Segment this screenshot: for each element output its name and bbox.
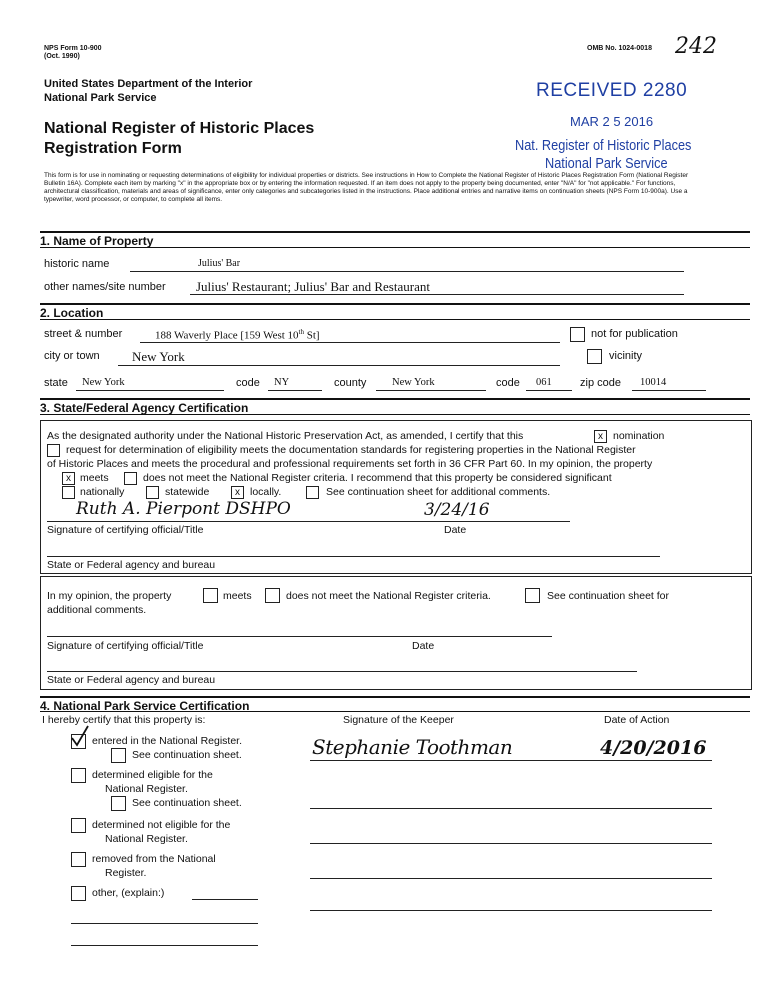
omb-number: OMB No. 1024-0018 — [587, 45, 652, 52]
date-label-2: Date — [412, 640, 435, 652]
code-field[interactable]: NY — [274, 377, 290, 388]
certify-text-2: request for determination of eligibility meets the documentation standards for registering properties in the National Register — [66, 444, 636, 456]
signature-label: Signature of certifying official/Title — [47, 524, 204, 536]
nomination-label: nomination — [613, 430, 665, 442]
does-not-meet-checkbox[interactable] — [124, 472, 137, 485]
nomination-checkbox[interactable]: x — [594, 430, 607, 443]
register-stamp: Nat. Register of Historic Places — [515, 137, 692, 154]
divider — [40, 247, 750, 248]
signature-line-2 — [47, 636, 552, 637]
not-for-publication-checkbox[interactable] — [570, 327, 585, 342]
divider — [40, 414, 750, 415]
eligible-continuation-label: See continuation sheet. — [132, 797, 242, 809]
nationally-checkbox[interactable] — [62, 486, 75, 499]
other-names-field[interactable]: Julius' Restaurant; Julius' Bar and Restaurant — [196, 279, 430, 294]
removed-checkbox[interactable] — [71, 852, 86, 867]
keeper-line-5 — [310, 910, 712, 911]
determined-eligible-checkbox[interactable] — [71, 768, 86, 783]
determined-eligible-label: determined eligible for the — [92, 769, 213, 781]
action-date-handwritten: 4/20/2016 — [600, 737, 707, 759]
handwritten-ref-number: 242 — [675, 34, 717, 59]
signature-label-2: Signature of certifying official/Title — [47, 640, 204, 652]
zip-field[interactable]: 10014 — [640, 377, 667, 388]
meets-label: meets — [80, 472, 109, 484]
section-1-heading: 1. Name of Property — [40, 231, 750, 248]
keeper-line-3 — [310, 843, 712, 844]
certify-text-3: of Historic Places and meets the procedural and professional requirements set forth in 36 CFR Part 60. In my opinion, the property — [47, 458, 653, 470]
divider — [40, 711, 750, 712]
date-label: Date — [444, 524, 467, 536]
does-not-meet-label: does not meet the National Register criteria. I recommend that this property be considered significant — [143, 472, 612, 484]
other-checkbox[interactable] — [71, 886, 86, 901]
divider — [40, 319, 750, 320]
street-label: street & number — [44, 328, 123, 340]
state-field[interactable]: New York — [82, 377, 125, 388]
entered-label: entered in the National Register. — [92, 735, 243, 747]
opinion-meets-label: meets — [223, 590, 252, 602]
other-explain-line[interactable] — [192, 899, 258, 900]
locally-checkbox[interactable]: x — [231, 486, 244, 499]
county-label: county — [334, 377, 367, 389]
section-3-heading: 3. State/Federal Agency Certification — [40, 398, 750, 415]
instructions-text: This form is for use in nominating or requesting determinations of eligibility for individual properties or districts. See instructions in How to Complete the National Register of Historic Places Registration Form (National Register Bulletin 16A). Complete each item by marking "x" in the appropriate box or by entering the information requested. If an item does not apply to the property being documented, enter "N/A" for "not applicable." For functions, architectural classification, materials and areas of significance, enter only categories and subcategories listed in the instructions. Place additional entries and narrative items on continuation sheets (NPS Form 10-900a). Use a typewriter, word processor, or computer, to complete all items. — [44, 172, 689, 203]
county-code-label: code — [496, 377, 520, 389]
vicinity-checkbox[interactable] — [587, 349, 602, 364]
not-for-publication-label: not for publication — [591, 328, 678, 340]
certify-text-1: As the designated authority under the National Historic Preservation Act, as amended, I certify that this — [47, 430, 524, 442]
statewide-checkbox[interactable] — [146, 486, 159, 499]
keeper-signature-label: Signature of the Keeper — [343, 714, 454, 726]
park-service-stamp: National Park Service — [545, 155, 668, 172]
entered-continuation-label: See continuation sheet. — [132, 749, 242, 761]
determined-not-eligible-label: determined not eligible for the — [92, 819, 231, 831]
form-date: (Oct. 1990) — [44, 53, 80, 60]
zip-line — [632, 390, 706, 391]
code-line — [268, 390, 322, 391]
agency-label: State or Federal agency and bureau — [47, 559, 216, 571]
county-field[interactable]: New York — [392, 377, 435, 388]
agency-line-2 — [47, 671, 637, 672]
keeper-signature: Stephanie Toothman — [312, 735, 513, 759]
received-date-stamp: MAR 2 5 2016 — [570, 114, 654, 129]
opinion-continuation-checkbox[interactable] — [525, 588, 540, 603]
state-line — [76, 390, 224, 391]
removed-label-2: Register. — [105, 867, 147, 879]
opinion-additional-label: additional comments. — [47, 604, 147, 616]
received-stamp: RECEIVED 2280 — [536, 80, 688, 101]
historic-name-label: historic name — [44, 258, 110, 270]
city-field[interactable]: New York — [132, 349, 185, 364]
county-code-field[interactable]: 061 — [536, 377, 552, 388]
agency-line — [47, 556, 660, 557]
determined-not-eligible-label-2: National Register. — [105, 833, 188, 845]
entered-continuation-checkbox[interactable] — [111, 748, 126, 763]
removed-label: removed from the National — [92, 853, 216, 865]
county-line — [376, 390, 486, 391]
form-subtitle: Registration Form — [44, 140, 182, 157]
opinion-not-meets-label: does not meet the National Register criteria. — [286, 590, 491, 602]
eligible-continuation-checkbox[interactable] — [111, 796, 126, 811]
keeper-line-4 — [310, 878, 712, 879]
signature-line — [47, 521, 570, 522]
entered-checkbox[interactable] — [71, 734, 86, 749]
keeper-line-2 — [310, 808, 712, 809]
request-determination-checkbox[interactable] — [47, 444, 60, 457]
state-label: state — [44, 377, 68, 389]
meets-checkbox[interactable]: x — [62, 472, 75, 485]
street-field[interactable]: 188 Waverly Place [159 West 10th St] — [155, 328, 320, 342]
city-label: city or town — [44, 350, 100, 362]
locally-label: locally. — [250, 486, 282, 498]
date-of-action-label: Date of Action — [604, 714, 670, 726]
determined-eligible-label-2: National Register. — [105, 783, 188, 795]
other-explain-line-3[interactable] — [71, 945, 258, 946]
form-title: National Register of Historic Places — [44, 120, 315, 137]
opinion-not-meets-checkbox[interactable] — [265, 588, 280, 603]
zip-label: zip code — [580, 377, 621, 389]
agency-label-2: State or Federal agency and bureau — [47, 674, 216, 686]
service-name: National Park Service — [44, 92, 157, 104]
other-label: other, (explain:) — [92, 887, 165, 899]
keeper-line-1 — [310, 760, 712, 761]
section-2-heading: 2. Location — [40, 303, 750, 320]
check-mark-icon — [70, 726, 92, 748]
nationally-label: nationally — [80, 486, 125, 498]
certify-property-label: I hereby certify that this property is: — [42, 714, 206, 726]
opinion-label: In my opinion, the property — [47, 590, 172, 602]
certifying-official-signature: Ruth A. Pierpont DSHPO — [76, 499, 291, 519]
city-line — [118, 365, 560, 366]
street-line — [140, 342, 560, 343]
other-explain-line-2[interactable] — [71, 923, 258, 924]
opinion-continuation-label: See continuation sheet for — [547, 590, 670, 602]
certifying-date-handwritten: 3/24/16 — [424, 500, 490, 520]
county-code-line — [526, 390, 572, 391]
opinion-meets-checkbox[interactable] — [203, 588, 218, 603]
department-name: United States Department of the Interior — [44, 78, 253, 90]
statewide-label: statewide — [165, 486, 210, 498]
continuation-sheet-label: See continuation sheet for additional comments. — [326, 486, 551, 498]
form-number: NPS Form 10-900 — [44, 45, 102, 52]
historic-name-line — [130, 271, 684, 272]
historic-name-field[interactable]: Julius' Bar — [198, 258, 241, 269]
code-label: code — [236, 377, 260, 389]
section-4-heading: 4. National Park Service Certification — [40, 696, 750, 713]
other-names-label: other names/site number — [44, 281, 166, 293]
continuation-sheet-checkbox[interactable] — [306, 486, 319, 499]
determined-not-eligible-checkbox[interactable] — [71, 818, 86, 833]
vicinity-label: vicinity — [609, 350, 643, 362]
